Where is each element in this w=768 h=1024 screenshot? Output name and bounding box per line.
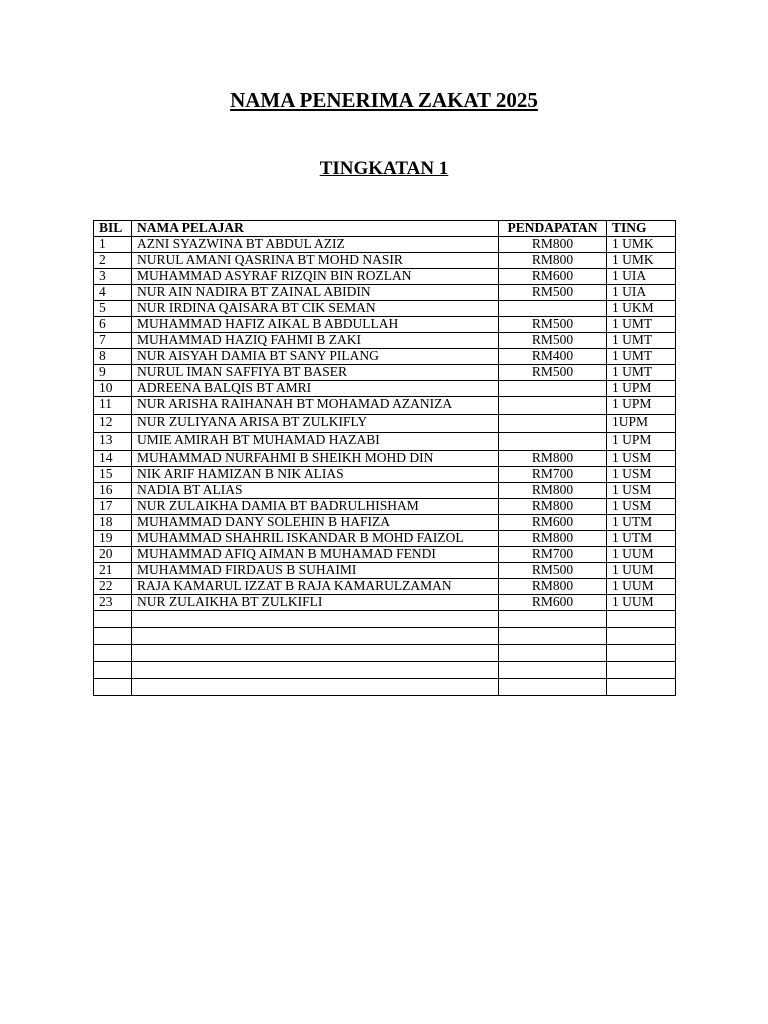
cell-bil: 16 <box>94 483 132 499</box>
cell-pendapatan <box>499 301 607 317</box>
table-row <box>94 563 676 579</box>
cell-nama-pelajar: NURUL AMANI QASRINA BT MOHD NASIR <box>132 253 499 269</box>
table-row <box>94 531 676 547</box>
cell-ting: 1 UMT <box>607 317 676 333</box>
cell-nama-pelajar: NUR AISYAH DAMIA BT SANY PILANG <box>132 349 499 365</box>
table-row <box>94 301 676 317</box>
table-row <box>94 433 676 451</box>
cell-ting: 1 UMK <box>607 237 676 253</box>
header-ting: TING <box>607 221 676 237</box>
cell-nama-pelajar: MUHAMMAD SHAHRIL ISKANDAR B MOHD FAIZOL <box>132 531 499 547</box>
cell-nama-pelajar: NURUL IMAN SAFFIYA BT BASER <box>132 365 499 381</box>
cell-nama-pelajar <box>132 679 499 696</box>
cell-nama-pelajar: NUR IRDINA QAISARA BT CIK SEMAN <box>132 301 499 317</box>
cell-pendapatan <box>499 645 607 662</box>
cell-bil <box>94 679 132 696</box>
table-row <box>94 515 676 531</box>
cell-ting: 1 UUM <box>607 563 676 579</box>
cell-pendapatan: RM500 <box>499 563 607 579</box>
cell-nama-pelajar: NUR ARISHA RAIHANAH BT MOHAMAD AZANIZA <box>132 397 499 415</box>
table-row <box>94 349 676 365</box>
cell-pendapatan: RM700 <box>499 467 607 483</box>
table-row <box>94 381 676 397</box>
cell-bil: 14 <box>94 451 132 467</box>
cell-ting <box>607 662 676 679</box>
cell-ting: 1 UIA <box>607 269 676 285</box>
cell-nama-pelajar: MUHAMMAD NURFAHMI B SHEIKH MOHD DIN <box>132 451 499 467</box>
table-body <box>94 237 676 696</box>
cell-pendapatan: RM600 <box>499 515 607 531</box>
cell-pendapatan: RM800 <box>499 253 607 269</box>
cell-nama-pelajar: UMIE AMIRAH BT MUHAMAD HAZABI <box>132 433 499 451</box>
cell-ting: 1 USM <box>607 451 676 467</box>
cell-ting: 1 UMK <box>607 253 676 269</box>
table-row <box>94 483 676 499</box>
cell-nama-pelajar: NUR ZULAIKHA DAMIA BT BADRULHISHAM <box>132 499 499 515</box>
cell-nama-pelajar <box>132 628 499 645</box>
cell-nama-pelajar: MUHAMMAD HAZIQ FAHMI B ZAKI <box>132 333 499 349</box>
cell-bil: 22 <box>94 579 132 595</box>
cell-bil: 2 <box>94 253 132 269</box>
table-row <box>94 365 676 381</box>
cell-nama-pelajar: AZNI SYAZWINA BT ABDUL AZIZ <box>132 237 499 253</box>
table-row <box>94 415 676 433</box>
table-header-row <box>94 221 676 237</box>
cell-nama-pelajar: NUR ZULIYANA ARISA BT ZULKIFLY <box>132 415 499 433</box>
cell-nama-pelajar: NUR AIN NADIRA BT ZAINAL ABIDIN <box>132 285 499 301</box>
document-title: NAMA PENERIMA ZAKAT 2025 <box>230 88 538 112</box>
table-row <box>94 645 676 662</box>
table-row <box>94 397 676 415</box>
cell-nama-pelajar <box>132 611 499 628</box>
table-row <box>94 451 676 467</box>
cell-bil: 13 <box>94 433 132 451</box>
cell-ting <box>607 628 676 645</box>
cell-bil: 9 <box>94 365 132 381</box>
cell-bil: 6 <box>94 317 132 333</box>
cell-pendapatan: RM800 <box>499 451 607 467</box>
cell-bil: 11 <box>94 397 132 415</box>
cell-nama-pelajar: MUHAMMAD HAFIZ AIKAL B ABDULLAH <box>132 317 499 333</box>
cell-nama-pelajar: NUR ZULAIKHA BT ZULKIFLI <box>132 595 499 611</box>
cell-nama-pelajar: ADREENA BALQIS BT AMRI <box>132 381 499 397</box>
cell-pendapatan: RM500 <box>499 317 607 333</box>
cell-pendapatan: RM600 <box>499 595 607 611</box>
cell-bil: 8 <box>94 349 132 365</box>
cell-nama-pelajar: MUHAMMAD FIRDAUS B SUHAIMI <box>132 563 499 579</box>
header-bil: BIL <box>94 221 132 237</box>
header-nama-pelajar: NAMA PELAJAR <box>132 221 499 237</box>
cell-pendapatan: RM600 <box>499 269 607 285</box>
table-row <box>94 628 676 645</box>
cell-bil: 17 <box>94 499 132 515</box>
cell-nama-pelajar <box>132 645 499 662</box>
cell-ting <box>607 679 676 696</box>
cell-nama-pelajar <box>132 662 499 679</box>
cell-bil: 15 <box>94 467 132 483</box>
table-row <box>94 269 676 285</box>
cell-pendapatan: RM800 <box>499 499 607 515</box>
cell-ting: 1 UKM <box>607 301 676 317</box>
cell-ting: 1 UMT <box>607 333 676 349</box>
cell-pendapatan: RM400 <box>499 349 607 365</box>
cell-bil: 4 <box>94 285 132 301</box>
document-subtitle: TINGKATAN 1 <box>319 158 449 179</box>
cell-pendapatan: RM500 <box>499 333 607 349</box>
cell-bil: 20 <box>94 547 132 563</box>
cell-bil: 7 <box>94 333 132 349</box>
cell-pendapatan: RM800 <box>499 579 607 595</box>
cell-ting: 1 UIA <box>607 285 676 301</box>
cell-ting: 1UPM <box>607 415 676 433</box>
cell-nama-pelajar: MUHAMMAD AFIQ AIMAN B MUHAMAD FENDI <box>132 547 499 563</box>
cell-nama-pelajar: NIK ARIF HAMIZAN B NIK ALIAS <box>132 467 499 483</box>
cell-ting: 1 UUM <box>607 579 676 595</box>
cell-ting: 1 UTM <box>607 531 676 547</box>
cell-ting: 1 USM <box>607 467 676 483</box>
cell-bil: 5 <box>94 301 132 317</box>
table-row <box>94 467 676 483</box>
cell-nama-pelajar: NADIA BT ALIAS <box>132 483 499 499</box>
cell-bil: 1 <box>94 237 132 253</box>
cell-nama-pelajar: MUHAMMAD ASYRAF RIZQIN BIN ROZLAN <box>132 269 499 285</box>
cell-pendapatan: RM800 <box>499 237 607 253</box>
cell-ting: 1 USM <box>607 483 676 499</box>
cell-bil: 12 <box>94 415 132 433</box>
cell-ting: 1 UMT <box>607 349 676 365</box>
cell-bil: 18 <box>94 515 132 531</box>
cell-bil: 23 <box>94 595 132 611</box>
table-row <box>94 499 676 515</box>
cell-ting: 1 UPM <box>607 433 676 451</box>
table-row <box>94 662 676 679</box>
cell-ting: 1 UTM <box>607 515 676 531</box>
cell-bil: 3 <box>94 269 132 285</box>
table-row <box>94 285 676 301</box>
cell-ting <box>607 645 676 662</box>
table-row <box>94 547 676 563</box>
cell-bil: 10 <box>94 381 132 397</box>
recipients-table <box>93 220 676 696</box>
table-row <box>94 595 676 611</box>
cell-bil: 21 <box>94 563 132 579</box>
cell-ting: 1 UPM <box>607 397 676 415</box>
cell-pendapatan <box>499 381 607 397</box>
cell-pendapatan: RM700 <box>499 547 607 563</box>
cell-ting <box>607 611 676 628</box>
cell-ting: 1 UMT <box>607 365 676 381</box>
cell-nama-pelajar: RAJA KAMARUL IZZAT B RAJA KAMARULZAMAN <box>132 579 499 595</box>
table-row <box>94 253 676 269</box>
table-row <box>94 611 676 628</box>
cell-pendapatan: RM800 <box>499 483 607 499</box>
table-row <box>94 579 676 595</box>
cell-pendapatan <box>499 611 607 628</box>
cell-pendapatan: RM500 <box>499 365 607 381</box>
table-row <box>94 333 676 349</box>
cell-pendapatan <box>499 433 607 451</box>
cell-nama-pelajar: MUHAMMAD DANY SOLEHIN B HAFIZA <box>132 515 499 531</box>
cell-pendapatan <box>499 628 607 645</box>
table-row <box>94 237 676 253</box>
table-row <box>94 679 676 696</box>
cell-ting: 1 UPM <box>607 381 676 397</box>
cell-ting: 1 UUM <box>607 547 676 563</box>
table-row <box>94 317 676 333</box>
cell-bil: 19 <box>94 531 132 547</box>
cell-bil <box>94 662 132 679</box>
cell-pendapatan: RM800 <box>499 531 607 547</box>
header-pendapatan: PENDAPATAN <box>499 221 607 237</box>
cell-bil <box>94 611 132 628</box>
cell-pendapatan <box>499 662 607 679</box>
cell-bil <box>94 628 132 645</box>
cell-pendapatan <box>499 415 607 433</box>
cell-pendapatan <box>499 397 607 415</box>
cell-pendapatan: RM500 <box>499 285 607 301</box>
cell-ting: 1 UUM <box>607 595 676 611</box>
cell-bil <box>94 645 132 662</box>
cell-ting: 1 USM <box>607 499 676 515</box>
cell-pendapatan <box>499 679 607 696</box>
